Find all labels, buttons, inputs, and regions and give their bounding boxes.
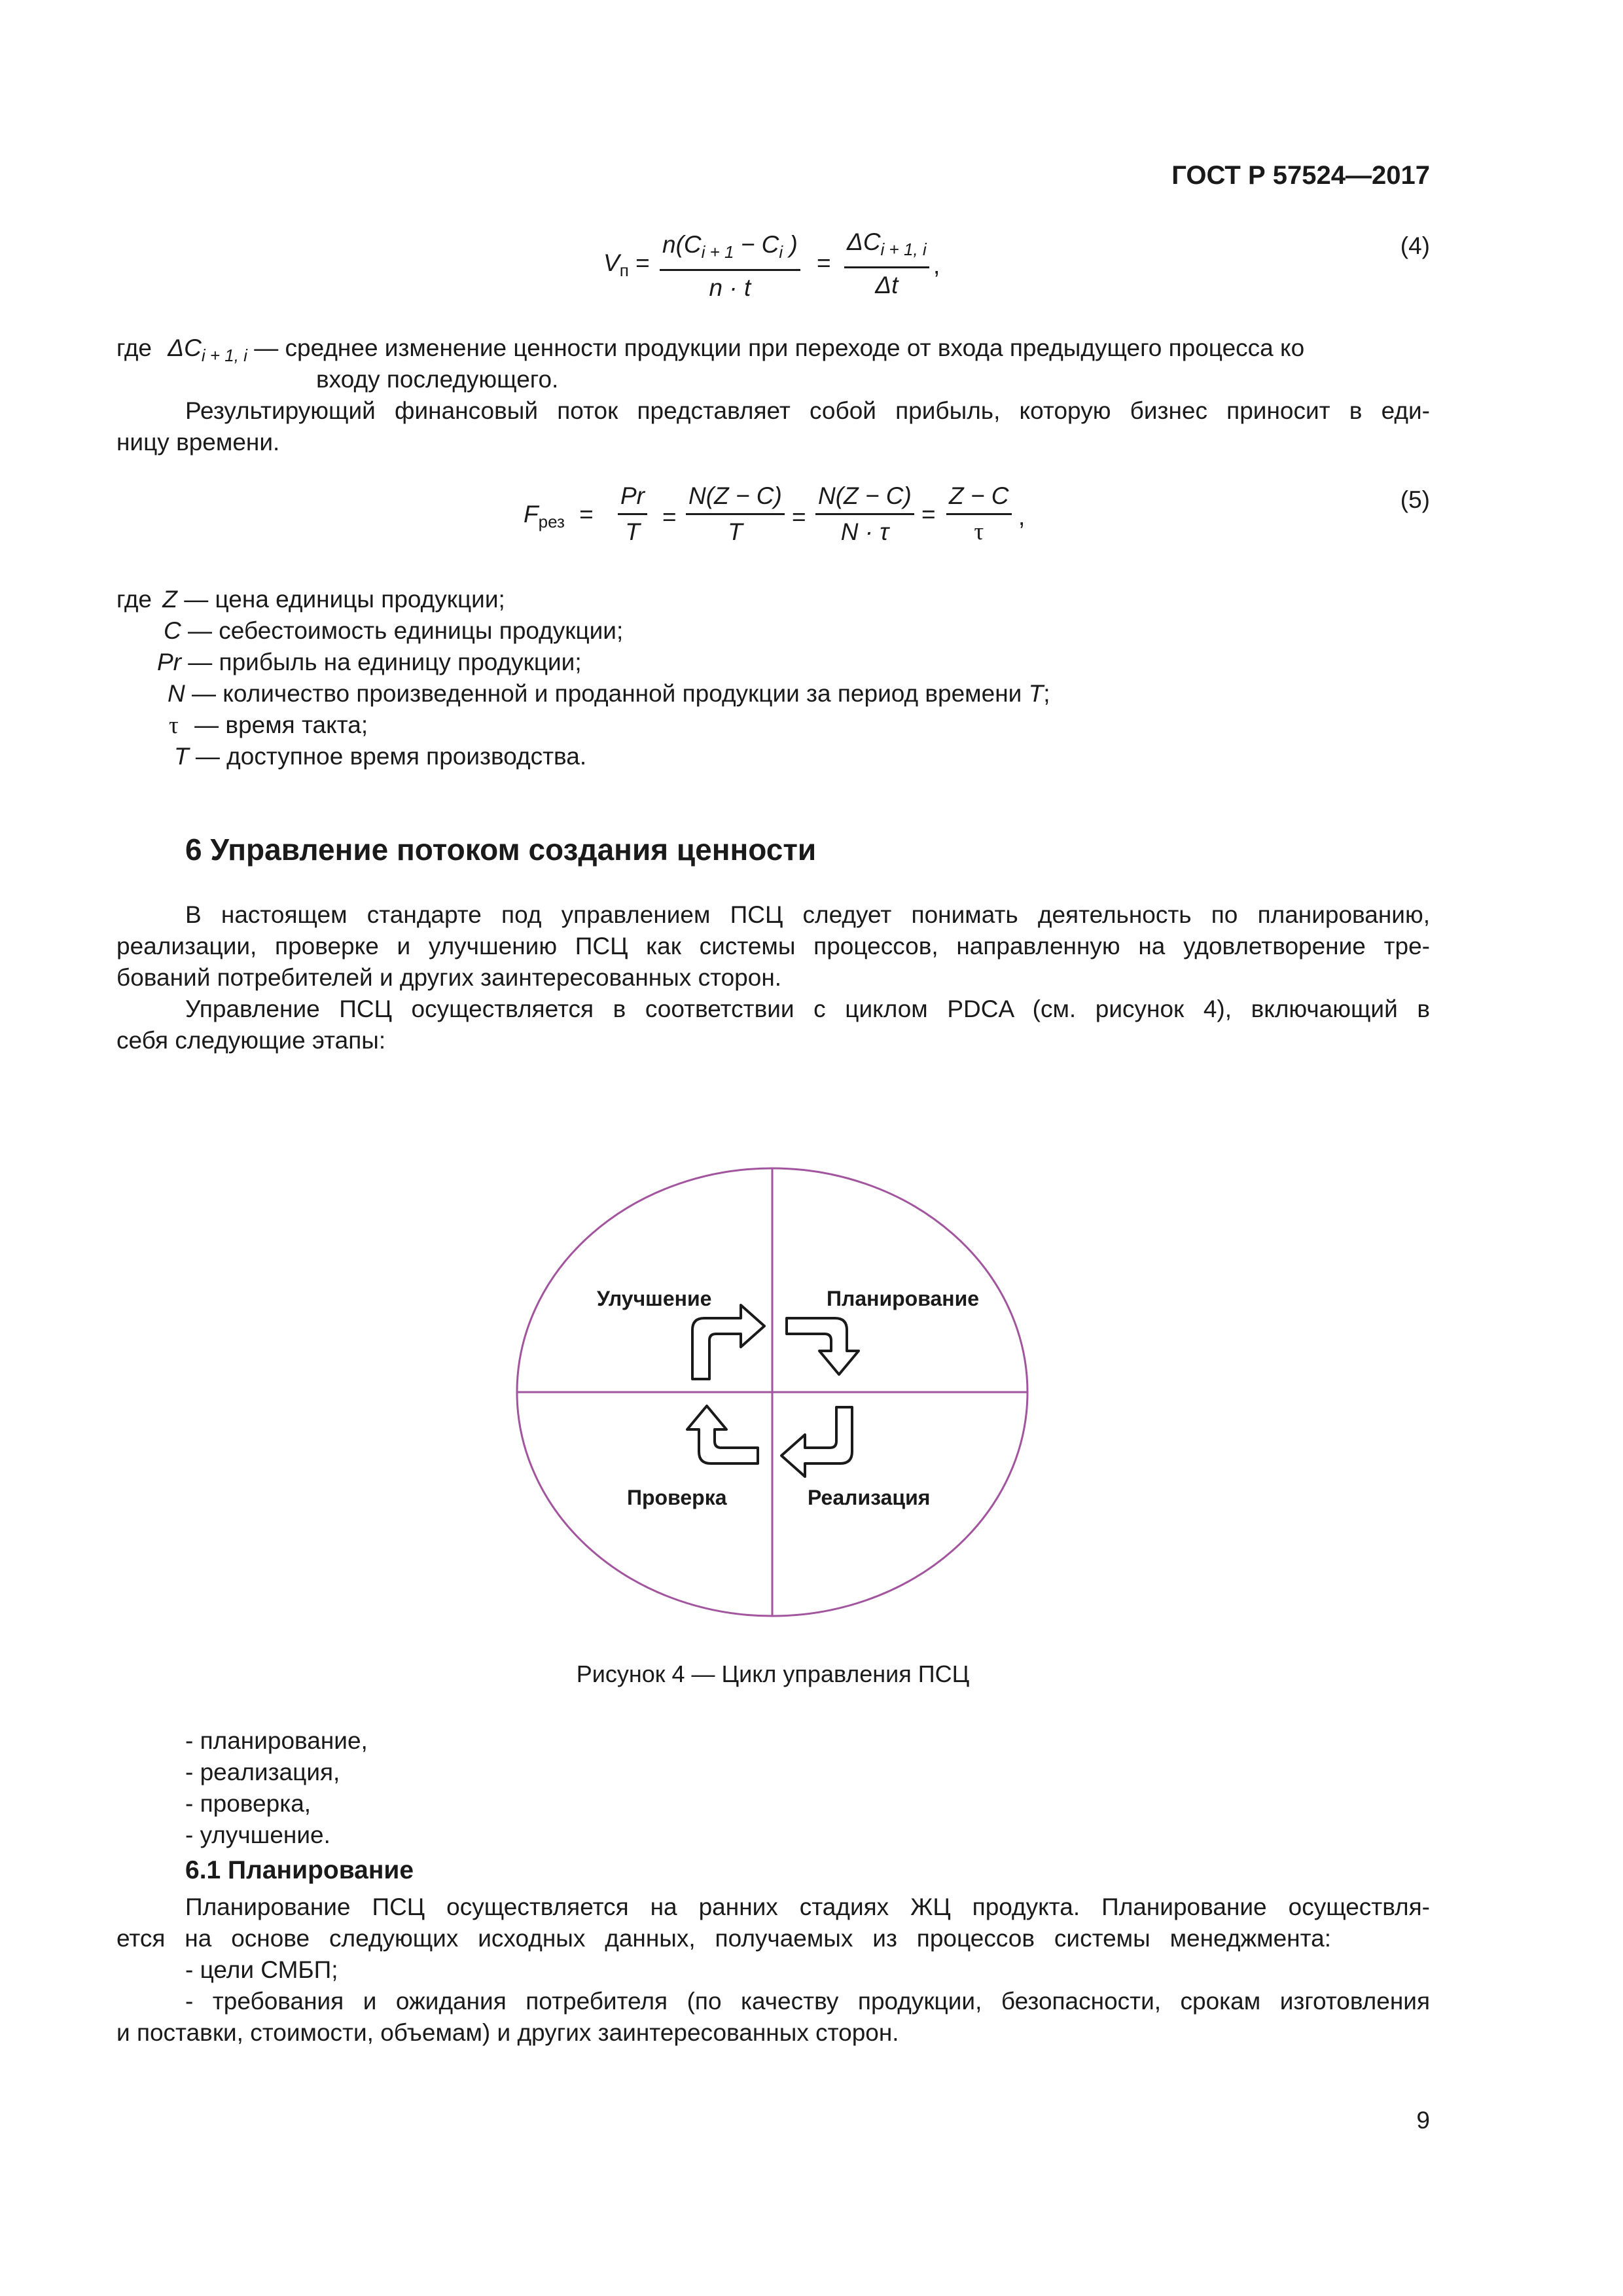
figure-4 — [510, 1158, 1047, 1630]
document-header: ГОСТ Р 57524—2017 — [1171, 161, 1430, 190]
legend-row: где Z — цена единицы продукции; — [116, 586, 505, 613]
arrow-check-to-improve-icon — [687, 1406, 758, 1463]
figure-4-caption: Рисунок 4 — Цикл управления ПСЦ — [576, 1660, 970, 1687]
quadrant-label-do: Реализация — [808, 1486, 931, 1509]
paragraph-result-line1: Результирующий финансовый поток представляет собой прибыль, которую бизнес приносит в еди- — [185, 397, 1430, 424]
section-6-paragraph-2-line2: себя следующие этапы: — [116, 1027, 386, 1054]
formula-5-fraction-4: Z − C τ — [946, 480, 1012, 548]
list-item: - планирование, — [185, 1727, 368, 1754]
section-6-paragraph-1-line2: реализации, проверке и улучшению ПСЦ как системы процессов, направленную на удовлетворение тре- — [116, 933, 1430, 960]
list-item: - проверка, — [185, 1790, 312, 1817]
section-6-1-paragraph-line2: ется на основе следующих исходных данных, получаемых из процессов системы менеджмента: — [116, 1925, 1331, 1952]
formula-4-equals: = — [817, 249, 831, 276]
section-6-heading: 6 Управление потоком создания ценности — [185, 833, 817, 867]
legend-row: Pr — прибыль на единицу продукции; — [157, 649, 582, 675]
formula-5-equals-2: = — [792, 503, 806, 530]
pdca-diagram — [510, 1158, 1047, 1630]
formula-4-comma: , — [933, 252, 940, 279]
formula-4-lhs: $V_п$ = — [603, 249, 650, 280]
formula-5-equals-3: = — [921, 501, 936, 528]
legend-row: τ — время такта; — [169, 711, 368, 739]
legend-row: T — доступное время производства. — [174, 743, 587, 770]
list-item-continuation: и поставки, стоимости, объемам) и других заинтересованных сторон. — [116, 2019, 899, 2046]
formula-5-fraction-1: Pr T — [618, 480, 647, 548]
formula-5-lhs: $F_{рез}$ = — [524, 501, 594, 531]
formula-5-fraction-3: N(Z − C) N · τ — [815, 480, 914, 548]
arrow-improve-to-plan-icon — [692, 1305, 764, 1379]
section-6-paragraph-1-line1: В настоящем стандарте под управлением ПСЦ следует понимать деятельность по планированию, — [185, 901, 1430, 928]
formula-5-fraction-2: N(Z − C) T — [686, 480, 785, 548]
section-6-1-paragraph-line1: Планирование ПСЦ осуществляется на ранних стадиях ЖЦ продукта. Планирование осуществля- — [185, 1893, 1430, 1920]
formula-4-legend: где $\Delta C_{i + 1, i}$ — среднее изменение ценности продукции при переходе от входа предыдущего процесса ко — [116, 334, 1305, 365]
formula-4-number: (4) — [1400, 232, 1430, 259]
section-6-paragraph-1-line3: бований потребителей и других заинтересованных сторон. — [116, 964, 782, 991]
arrow-do-to-check-icon — [781, 1407, 852, 1477]
section-6-1-heading: 6.1 Планирование — [185, 1856, 414, 1884]
list-item: - цели СМБП; — [185, 1956, 338, 1983]
formula-5-comma: , — [1018, 503, 1026, 530]
formula-5-number: (5) — [1400, 486, 1430, 513]
legend-row: N — количество произведенной и проданной продукции за период времени T; — [168, 680, 1050, 707]
quadrant-label-improve: Улучшение — [597, 1287, 712, 1310]
quadrant-label-check: Проверка — [627, 1486, 727, 1509]
quadrant-label-plan: Планирование — [827, 1287, 980, 1310]
section-6-paragraph-2-line1: Управление ПСЦ осуществляется в соответствии с циклом PDCA (см. рисунок 4), включающий в — [185, 996, 1430, 1022]
legend-row: C — себестоимость единицы продукции; — [164, 617, 624, 644]
list-item: - требования и ожидания потребителя (по качеству продукции, безопасности, срокам изготовления — [185, 1988, 1430, 2015]
formula-4-fraction-1: $n(C_{i + 1} - C_i$ ) n · t — [660, 229, 800, 304]
formula-4-legend-continuation: входу последующего. — [316, 366, 559, 393]
page-number: 9 — [1416, 2107, 1430, 2134]
list-item: - улучшение. — [185, 1821, 330, 1848]
list-item: - реализация, — [185, 1759, 340, 1785]
paragraph-result-line2: ницу времени. — [116, 429, 280, 456]
formula-5-equals-1: = — [662, 503, 677, 530]
formula-4-fraction-2: $\Delta C_{i + 1, i}$ Δt — [844, 226, 929, 301]
arrow-plan-to-do-icon — [787, 1318, 859, 1374]
